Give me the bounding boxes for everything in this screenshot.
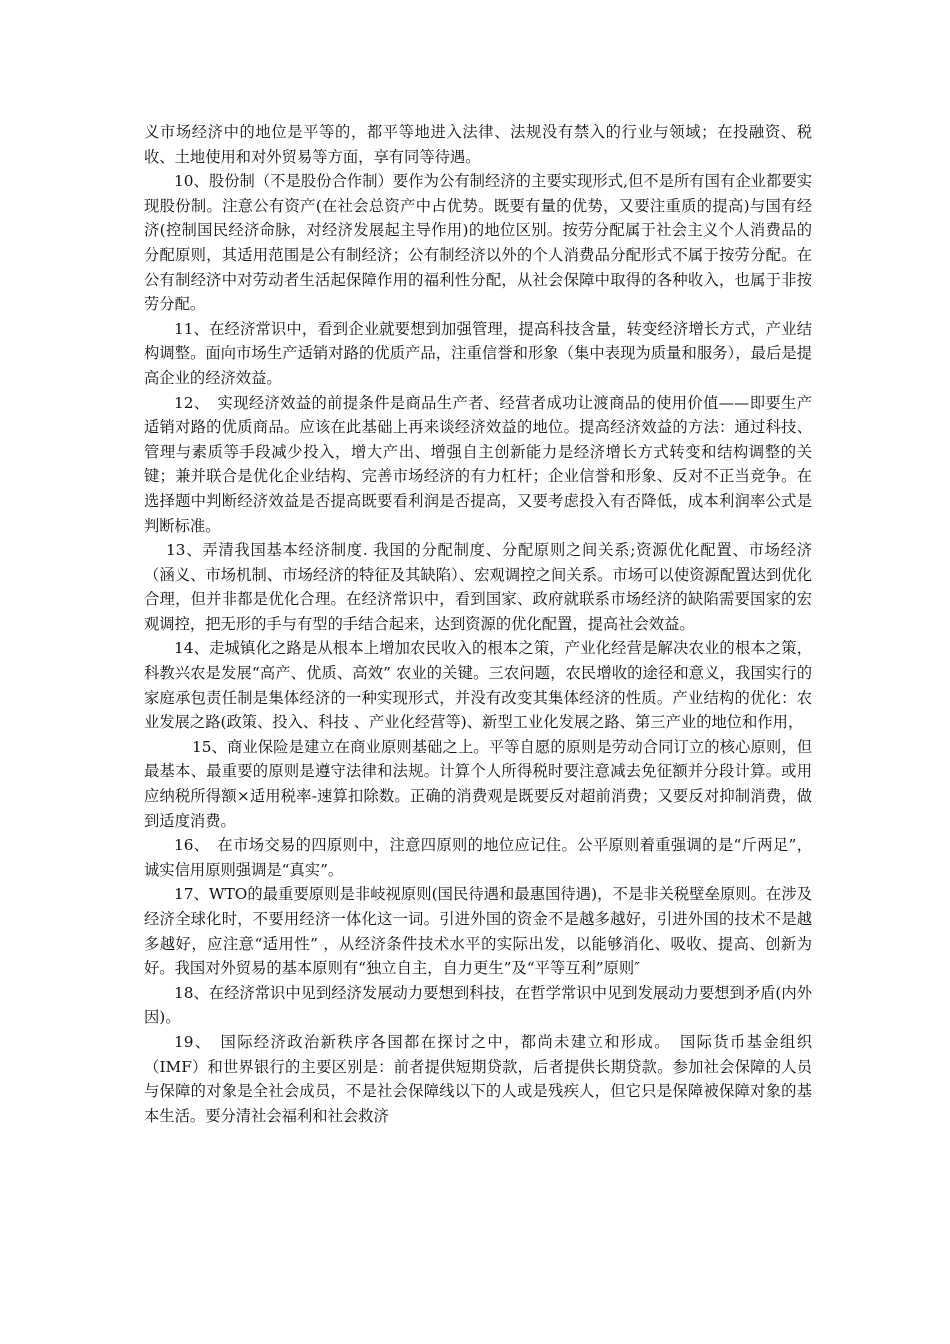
paragraph-continuation: 义市场经济中的地位是平等的，都平等地进入法律、法规没有禁入的行业与领域；在投融资、税收、土地使用和对外贸易等方面，享有同等待遇。 <box>144 123 812 166</box>
paragraph-16: 16、 在市场交易的四原则中，注意四原则的地位应记住。公平原则着重强调的是“斤两足”， 诚实信用原则强调是“真实”。 <box>144 836 812 879</box>
paragraph-18: 18、在经济常识中见到经济发展动力要想到科技，在哲学常识中见到发展动力要想到矛盾(内外因)。 <box>144 983 812 1027</box>
paragraph-17: 17、WTO的最重要原则是非岐视原则(国民待遇和最惠国待遇)，不是非关税壁垒原则。在涉及经济全球化时，不要用经济一体化这一词。引进外国的资金不是越多越好，引进外国的技术不是越多越好，应注意“适用性” ，从经济条件技术水平的实际出发，以能够消化、吸收、提高、创新为好。我国对外贸易的基本原则有“独立自主，自力更生”及“平等互利”原则″ <box>144 885 812 978</box>
paragraph-10: 10、股份制（不是股份合作制）要作为公有制经济的主要实现形式,但不是所有国有企业都要实现股份制。注意公有资产(在社会总资产中占优势。既要有量的优势，又要注重质的提高)与国有经济(控制国民经济命脉，对经济发展起主导作用)的地位区别。按劳分配属于社会主义个人消费品的分配原则，其适用范围是公有制经济；公有制经济以外的个人消费品分配形式不属于按劳分配。在公有制经济中对劳动者生活起保障作用的福利性分配，从社会保障中取得的各种收入，也属于非按劳分配。 <box>144 172 812 314</box>
document-body <box>144 120 812 1128</box>
paragraph-13: 13、弄清我国基本经济制度. 我国的分配制度、分配原则之间关系;资源优化配置、市场经济（涵义、市场机制、市场经济的特征及其缺陷）、宏观调控之间关系。市场可以使资源配置达到优化合理，但并非都是优化合理。在经济常识中，看到国家、政府就联系市场经济的缺陷需要国家的宏观调控，把无形的手与有型的手结合起来，达到资源的优化配置，提高社会效益。 <box>144 541 812 633</box>
paragraph-19: 19、 国际经济政治新秩序各国都在探讨之中，都尚未建立和形成。 国际货币基金组织（IMF）和世界银行的主要区别是：前者提供短期贷款，后者提供长期贷款。参加社会保障的人员与保障的对象是全社会成员，不是社会保障线以下的人或是残疾人，但它只是保障被保障对象的基本生活。要分清社会福利和社会救济 <box>144 1032 812 1125</box>
paragraph-15: 15、商业保险是建立在商业原则基础之上。平等自愿的原则是劳动合同订立的核心原则，但最基本、最重要的原则是遵守法律和法规。计算个人所得税时要注意减去免征额并分段计算。或用应纳税所得额×适用税率-速算扣除数。正确的消费观是既要反对超前消费；又要反对抑制消费，做到适度消费。 <box>144 737 812 830</box>
paragraph-12: 12、 实现经济效益的前提条件是商品生产者、经营者成功让渡商品的使用价值——即要生产适销对路的优质商品。应该在此基础上再来谈经济效益的地位。提高经济效益的方法：通过科技、管理与素质等手段减少投入，增大产出、增强自主创新能力是经济增长方式转变和结构调整的关键；兼并联合是优化企业结构、完善市场经济的有力杠杆；企业信誉和形象、反对不正当竞争。在选择题中判断经济效益是否提高既要看利润是否提高，又要考虑投入有否降低，成本利润率公式是判断标准。 <box>144 393 812 535</box>
paragraph-11: 11、在经济常识中，看到企业就要想到加强管理，提高科技含量，转变经济增长方式，产业结构调整。面向市场生产适销对路的优质产品，注重信誉和形象（集中表现为质量和服务），最后是提高企业的经济效益。 <box>144 319 812 387</box>
paragraph-14: 14、走城镇化之路是从根本上增加农民收入的根本之策，产业化经营是解决农业的根本之策，科教兴农是发展“高产、优质、高效” 农业的关键。三农问题，农民增收的途径和意义，我国实行的家庭承包责任制是集体经济的一种实现形式，并没有改变其集体经济的性质。产业结构的优化：农业发展之路(政策、投入、科技 、产业化经营等)、新型工业化发展之路、第三产业的地位和作用， <box>144 639 812 732</box>
